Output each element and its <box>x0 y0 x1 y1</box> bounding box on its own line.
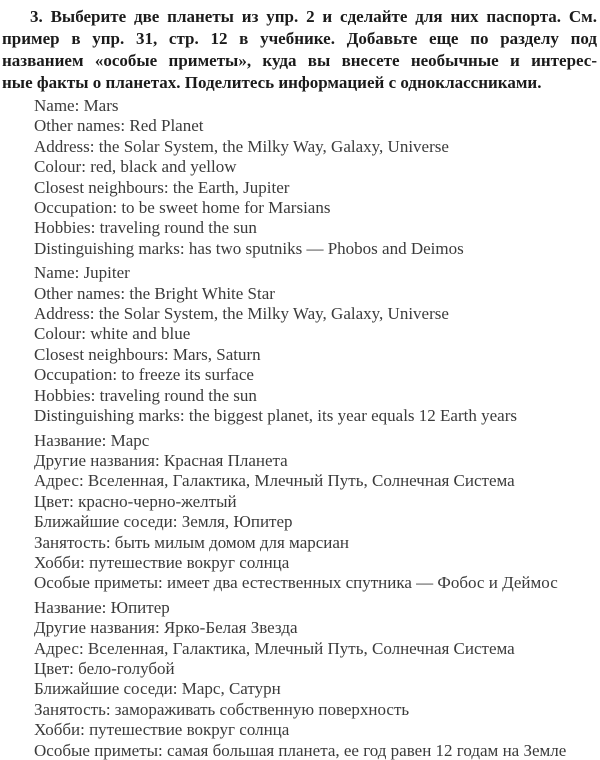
passport-field-occupation: Occupation: to be sweet home for Marsians <box>34 198 331 218</box>
passport-field-other-names: Другие названия: Ярко-Белая Звезда <box>34 618 298 638</box>
passport-field-name: Name: Mars <box>34 96 119 115</box>
passport-mars-english <box>0 94 600 259</box>
passport-field-neighbours: Closest neighbours: the Earth, Jupiter <box>34 177 290 197</box>
passport-field-occupation: Занятость: замораживать собственную поверхность <box>34 699 410 719</box>
passport-jupiter-russian <box>0 594 600 760</box>
passport-field-colour: Цвет: красно-черно-желтый <box>34 491 237 511</box>
passport-field-colour: Colour: white and blue <box>34 324 191 344</box>
passport-field-hobbies: Хобби: путешествие вокруг солнца <box>34 720 290 740</box>
passport-field-address: Address: the Solar System, the Milky Way, Galaxy, Universe <box>34 304 449 324</box>
passport-field-name: Название: Юпитер <box>34 597 170 617</box>
passport-field-neighbours: Ближайшие соседи: Марс, Сатурн <box>34 679 281 699</box>
passport-field-other-names: Other names: Red Planet <box>34 116 204 136</box>
passport-field-neighbours: Closest neighbours: Mars, Saturn <box>34 344 261 364</box>
passport-field-distinguishing-marks: Distinguishing marks: has two sputniks — Phobos and Deimos <box>34 238 464 258</box>
passport-field-distinguishing-marks: Особые приметы: имеет два естественных спутника — Фобос и Деймос <box>34 573 558 593</box>
passport-field-hobbies: Хобби: путешествие вокруг солнца <box>34 552 290 572</box>
passport-field-hobbies: Hobbies: traveling round the sun <box>34 218 257 238</box>
passport-field-other-names: Other names: the Bright White Star <box>34 283 275 303</box>
passport-field-name: Название: Марс <box>34 430 150 450</box>
passport-field-distinguishing-marks: Distinguishing marks: the biggest planet, its year equals 12 Earth years <box>34 406 517 426</box>
passport-jupiter-english <box>0 259 600 426</box>
passport-field-name: Name: Jupiter <box>34 263 130 283</box>
passport-field-address: Адрес: Вселенная, Галактика, Млечный Путь, Солнечная Система <box>34 471 515 491</box>
instruction-line: ные факты о планетах. Поделитесь информацией с одноклассниками. <box>2 73 542 92</box>
passport-field-address: Address: the Solar System, the Milky Way, Galaxy, Universe <box>34 136 449 156</box>
instruction-line: 3. Выберите две планеты из упр. 2 и сделайте для них паспорта. См. <box>30 7 597 26</box>
passport-field-neighbours: Ближайшие соседи: Земля, Юпитер <box>34 512 293 532</box>
passport-field-hobbies: Hobbies: traveling round the sun <box>34 385 257 405</box>
passport-field-occupation: Occupation: to freeze its surface <box>34 365 254 385</box>
passport-field-colour: Цвет: бело-голубой <box>34 658 175 678</box>
passport-field-colour: Colour: red, black and yellow <box>34 157 237 177</box>
instruction-line: названием «особые приметы», куда вы внесете необычные и интерес- <box>2 51 597 70</box>
passport-field-distinguishing-marks: Особые приметы: самая большая планета, ее год равен 12 годам на Земле <box>34 740 567 760</box>
passport-field-other-names: Другие названия: Красная Планета <box>34 450 288 470</box>
instruction-line: пример в упр. 31, стр. 12 в учебнике. Добавьте еще по разделу под <box>2 29 597 48</box>
passport-field-occupation: Занятость: быть милым домом для марсиан <box>34 532 350 552</box>
passport-field-address: Адрес: Вселенная, Галактика, Млечный Путь, Солнечная Система <box>34 638 515 658</box>
passport-mars-russian <box>0 427 600 594</box>
task-instruction <box>0 0 600 94</box>
